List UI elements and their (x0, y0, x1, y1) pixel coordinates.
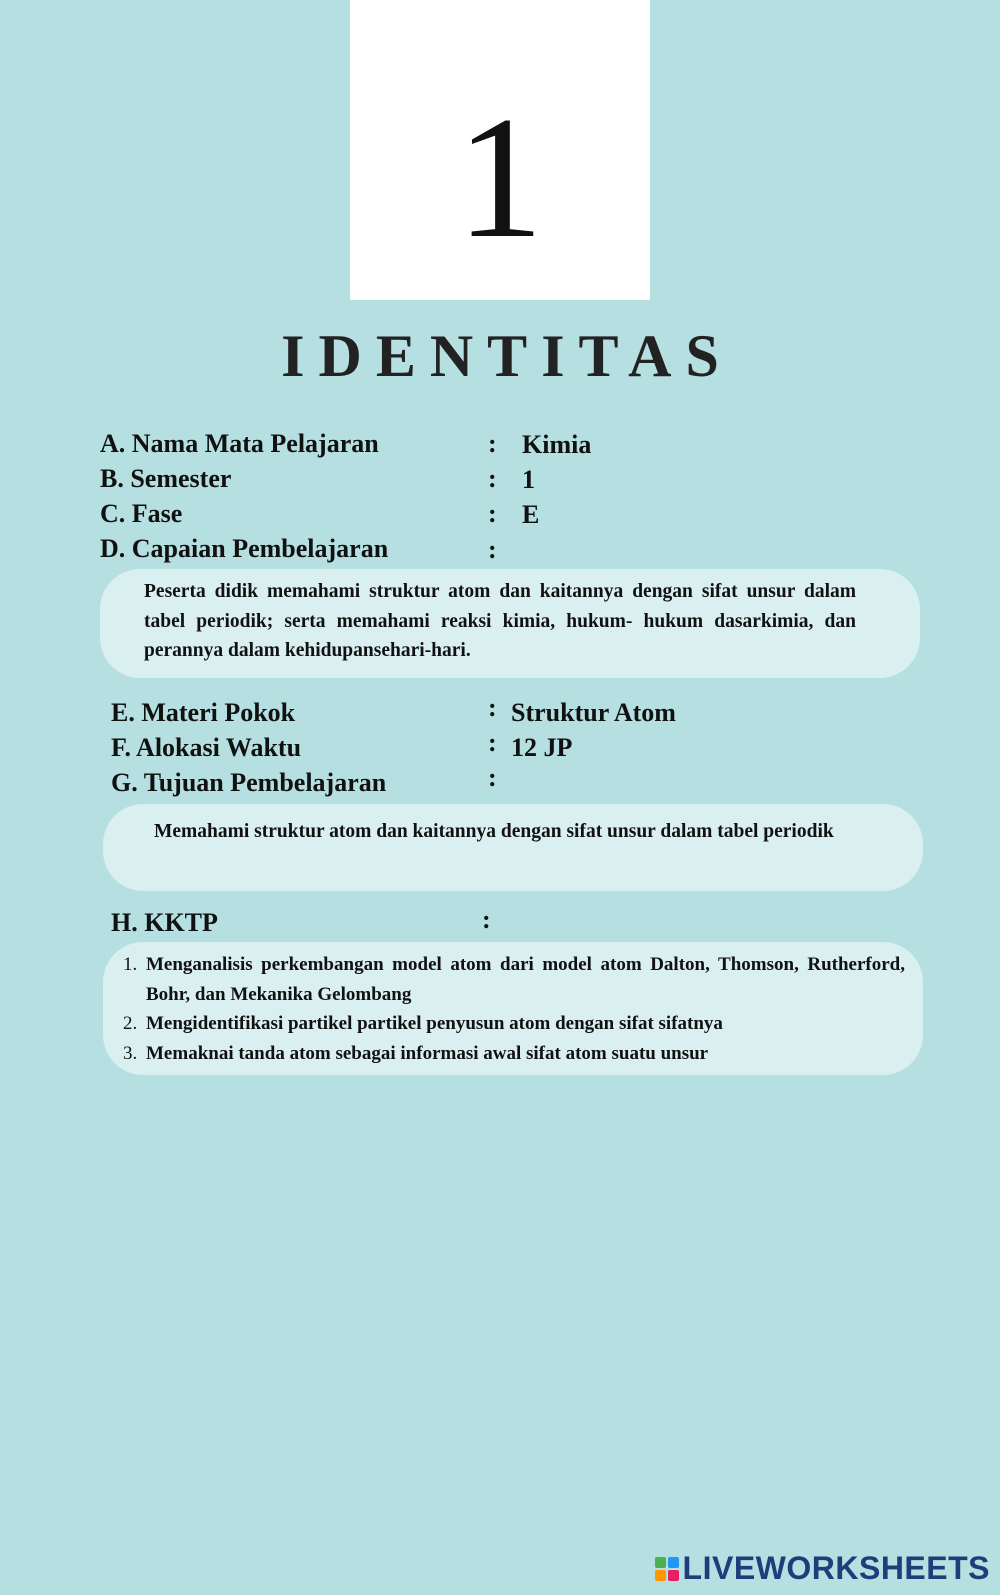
field-colon: : (488, 693, 497, 722)
capaian-box (100, 569, 920, 678)
field-colon: : (488, 535, 497, 564)
logo-text: LIVEWORKSHEETS (682, 1550, 990, 1586)
page-title: IDENTITAS (281, 323, 733, 389)
kktp-item (123, 1039, 905, 1069)
field-value-fase: E (522, 500, 540, 529)
field-label-tujuan: G. Tujuan Pembelajaran (111, 768, 387, 797)
kktp-item (123, 950, 905, 1009)
field-label-semester: B. Semester (100, 464, 232, 493)
kktp-item-text: Memaknai tanda atom sebagai informasi awal sifat atom suatu unsur (146, 1042, 709, 1064)
tujuan-text: Memahami struktur atom dan kaitannya dengan sifat unsur dalam tabel periodik (154, 821, 834, 842)
kktp-item-number: 2. (123, 1013, 138, 1034)
logo-blocks-icon (655, 1557, 679, 1581)
field-colon: : (482, 905, 491, 934)
tujuan-box (103, 804, 923, 891)
capaian-text: Peserta didik memahami struktur atom dan kaitannya dengan sifat unsur dalam tabel periodik; serta memahami reaksi kimia, hukum- hukum dasarkimia, dan perannya dalam kehidupansehari-hari. (144, 581, 856, 661)
field-value-alokasi: 12 JP (511, 733, 573, 762)
kktp-item-text: Menganalisis perkembangan model atom dari model atom Dalton, Thomson, Rutherford, Bohr, dan Mekanika Gelombang (146, 954, 905, 1005)
field-label-fase: C. Fase (100, 499, 183, 528)
field-label-kktp: H. KKTP (111, 908, 218, 937)
chapter-number-box (350, 0, 650, 300)
field-label-capaian: D. Capaian Pembelajaran (100, 534, 389, 563)
kktp-item-text: Mengidentifikasi partikel partikel penyusun atom dengan sifat sifatnya (146, 1013, 723, 1034)
field-colon: : (488, 429, 497, 458)
kktp-item-number: 1. (123, 954, 138, 975)
kktp-box (103, 942, 923, 1075)
field-colon: : (488, 499, 497, 528)
kktp-list (123, 950, 905, 1068)
field-value-materi: Struktur Atom (511, 698, 676, 727)
field-value-semester: 1 (522, 465, 535, 494)
field-value-nama-mapel: Kimia (522, 430, 592, 459)
field-colon: : (488, 728, 497, 757)
field-colon: : (488, 464, 497, 493)
kktp-item (123, 1009, 905, 1039)
field-label-alokasi: F. Alokasi Waktu (111, 733, 302, 762)
field-label-materi: E. Materi Pokok (111, 698, 296, 727)
field-colon: : (488, 763, 497, 792)
kktp-item-number: 3. (123, 1042, 138, 1064)
chapter-number: 1 (456, 80, 544, 274)
liveworksheets-logo[interactable] (655, 1550, 990, 1587)
field-label-nama-mapel: A. Nama Mata Pelajaran (100, 429, 379, 458)
